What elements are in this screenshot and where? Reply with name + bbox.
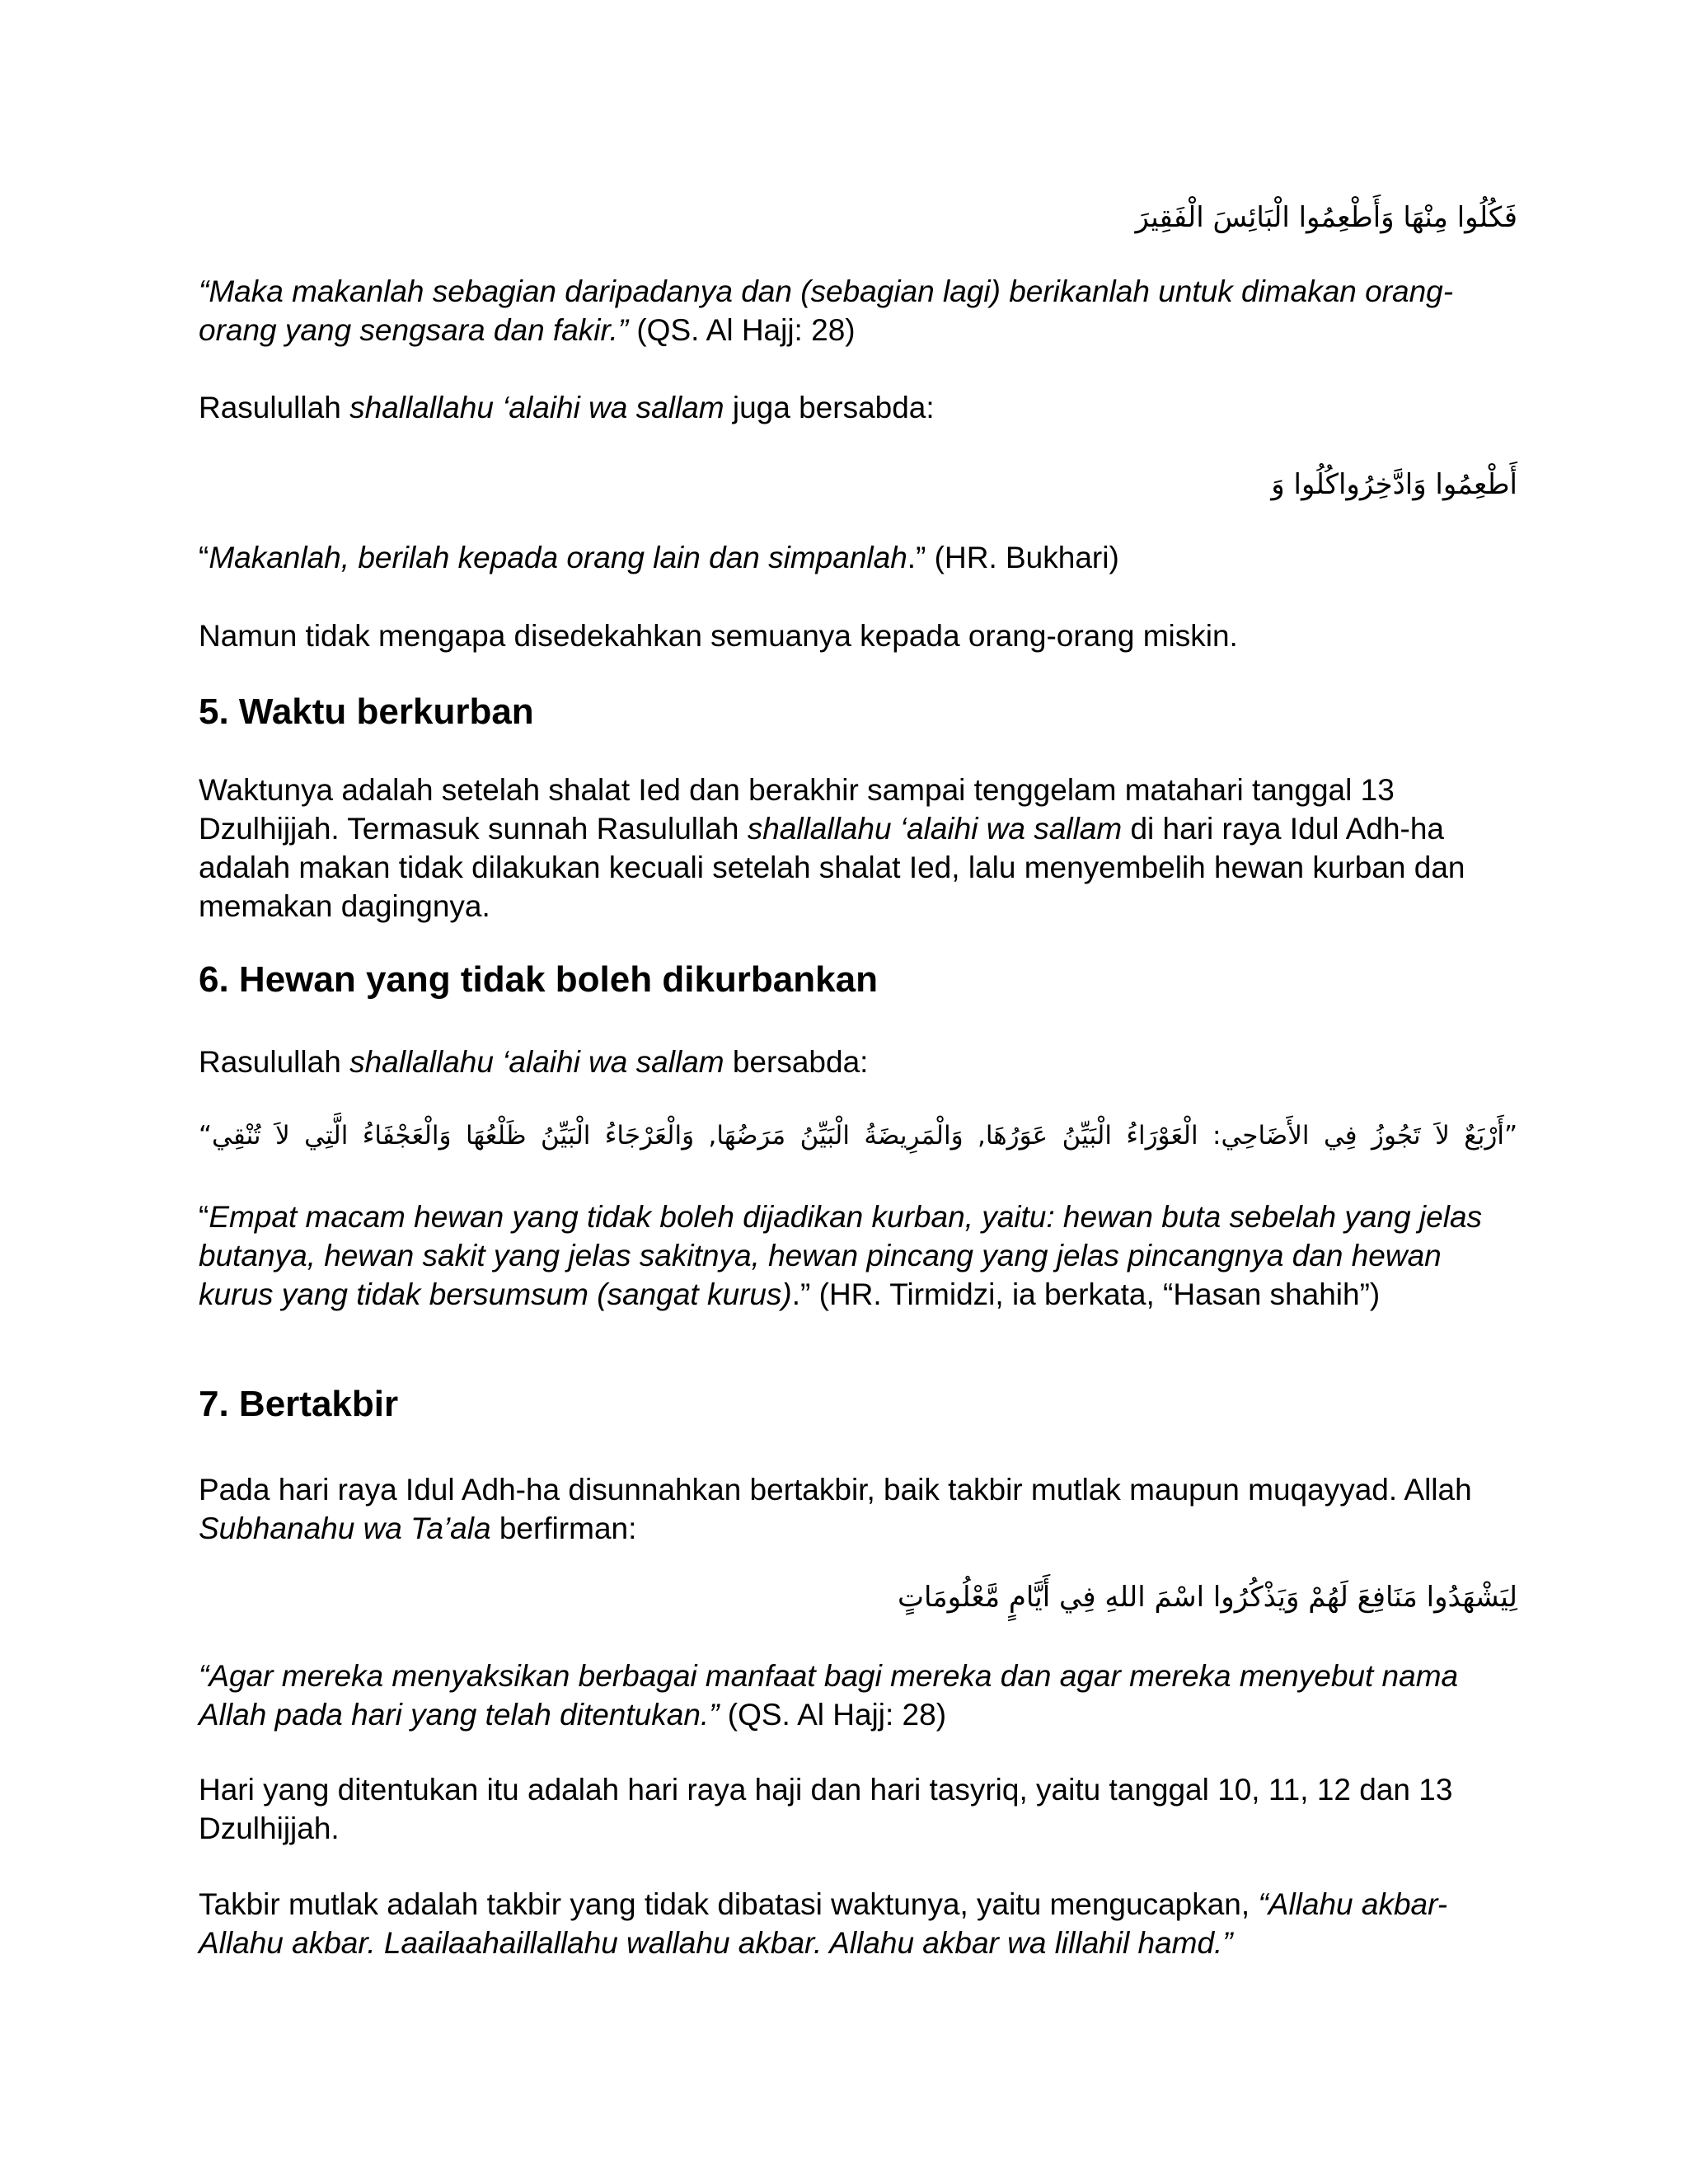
text: Takbir mutlak adalah takbir yang tidak dibatasi waktunya, yaitu mengucapkan, <box>199 1887 1259 1921</box>
salutation-italic: shallallahu ‘alaihi wa sallam <box>349 1045 724 1079</box>
arabic-hadith-1: أَطْعِمُوا وَادَّخِرُواكُلُوا وَ <box>1271 468 1517 501</box>
salutation-italic: shallallahu ‘alaihi wa sallam <box>349 391 724 424</box>
translation-italic: “Agar mereka menyaksikan berbagai manfaat bagi mereka dan agar mereka menyebut nama Allah pada hari yang telah ditentukan.” <box>199 1659 1459 1732</box>
heading-section-5: 5. Waktu berkurban <box>199 691 534 732</box>
salutation-italic: shallallahu ‘alaihi wa sallam <box>747 812 1123 846</box>
text: bersabda: <box>724 1045 869 1079</box>
text: di hari raya Idul Adh-ha adalah makan tidak dilakukan kecuali setelah shalat Ied, lalu menyembelih hewan kurban dan memakan dagingnya. <box>199 812 1465 923</box>
reference: .” (HR. Tirmidzi, ia berkata, “Hasan shahih”) <box>791 1277 1381 1311</box>
text: berfirman: <box>490 1511 637 1545</box>
paragraph-waktu <box>199 771 1517 926</box>
paragraph-bersabda-1 <box>199 388 1517 427</box>
arabic-verse-1: فَكُلُوا مِنْهَا وَأَطْعِمُوا الْبَائِسَ الْفَقِيرَ <box>1135 201 1517 234</box>
text: Pada hari raya Idul Adh-ha disunnahkan bertakbir, baik takbir mutlak maupun muqayyad. Allah <box>199 1473 1472 1507</box>
text: Rasulullah <box>199 1045 350 1079</box>
heading-section-7: 7. Bertakbir <box>199 1384 399 1424</box>
heading-section-6: 6. Hewan yang tidak boleh dikurbankan <box>199 959 878 1000</box>
paragraph-hari-tasyriq: Hari yang ditentukan itu adalah hari raya haji dan hari tasyriq, yaitu tanggal 10, 11, 12 dan 13 Dzulhijjah. <box>199 1773 1453 1845</box>
reference: (QS. Al Hajj: 28) <box>719 1698 947 1732</box>
translation-italic: Makanlah, berilah kepada orang lain dan simpanlah <box>209 541 907 574</box>
paragraph-takbir-mutlak <box>199 1885 1517 1962</box>
text: Rasulullah <box>199 391 350 424</box>
translation-italic: Empat macam hewan yang tidak boleh dijadikan kurban, yaitu: hewan buta sebelah yang jelas butanya, hewan sakit yang jelas sakitnya, hewan pincang yang jelas pincangnya dan hewan kurus yang tidak bersumsum (sangat kurus) <box>199 1200 1483 1311</box>
paragraph-hadith-translation-2 <box>199 1197 1517 1314</box>
translation-italic: “Maka makanlah sebagian daripadanya dan (sebagian lagi) berikanlah untuk dimakan orang-orang yang sengsara dan fakir.” <box>199 274 1454 347</box>
paragraph-note: Namun tidak mengapa disedekahkan semuanya kepada orang-orang miskin. <box>199 619 1238 653</box>
paragraph-translation-2 <box>199 1657 1517 1734</box>
text: Waktunya adalah setelah shalat Ied dan berakhir sampai tenggelam matahari tanggal 13 Dzulhijjah. Termasuk sunnah Rasulullah <box>199 773 1395 846</box>
reference: .” (HR. Bukhari) <box>907 541 1119 574</box>
reference: (QS. Al Hajj: 28) <box>628 313 856 347</box>
text: juga bersabda: <box>724 391 935 424</box>
salutation-italic: Subhanahu wa Ta’ala <box>199 1511 491 1545</box>
paragraph-takbir-intro <box>199 1470 1517 1548</box>
arabic-verse-2: لِيَشْهَدُوا مَنَافِعَ لَهُمْ وَيَذْكُرُوا اسْمَ اللهِ فِي أَيَّامٍ مَّعْلُومَاتٍ <box>898 1581 1517 1614</box>
paragraph-translation-1 <box>199 272 1517 349</box>
arabic-hadith-2: ”أَرْبَعٌ لاَ تَجُوزُ فِي الأَضَاحِي: الْعَوْرَاءُ الْبَيِّنُ عَوَرُهَا, وَالْمَرِيضَةُ الْبَيِّنُ مَرَضُهَا, وَالْعَرْجَاءُ الْبَيِّنُ ظَلْعُهَا وَالْعَجْفَاءُ الَّتِي لاَ تُنْقِي“ <box>199 1121 1517 1151</box>
text: “ <box>199 541 209 574</box>
paragraph-bersabda-2 <box>199 1043 1517 1081</box>
takbir-italic: “Allahu akbar-Allahu akbar. Laailaahaillallahu wallahu akbar. Allahu akbar wa lillahil hamd.” <box>199 1887 1448 1960</box>
paragraph-hadith-translation-1 <box>199 538 1517 577</box>
text: “ <box>199 1200 209 1234</box>
